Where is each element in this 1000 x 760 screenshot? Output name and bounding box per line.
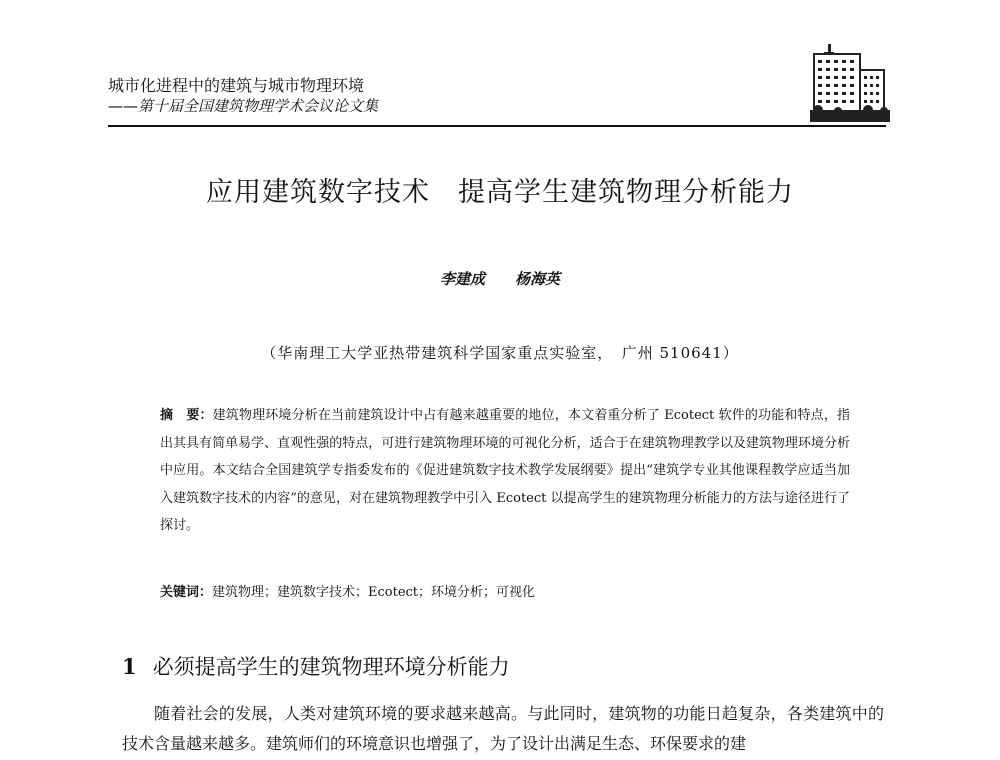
abstract — [160, 402, 850, 540]
running-head-title: 城市化进程中的建筑与城市物理环境 — [108, 76, 365, 95]
section-heading — [122, 651, 882, 681]
header-rule — [108, 125, 886, 127]
section-title: 必须提高学生的建筑物理环境分析能力 — [152, 655, 510, 679]
building-logo-icon — [808, 40, 892, 124]
section-number: 1 — [122, 654, 137, 679]
paper-authors: 李建成 杨海英 — [439, 270, 560, 288]
running-head — [108, 76, 768, 116]
paper-affiliation: （华南理工大学亚热带建筑科学国家重点实验室， 广州 510641） — [261, 344, 739, 362]
keywords-text: 建筑物理；建筑数字技术；Ecotect；环境分析；可视化 — [212, 585, 536, 600]
keywords-label: 关键词： — [160, 585, 213, 600]
paper-title: 应用建筑数字技术 提高学生建筑物理分析能力 — [206, 177, 794, 208]
keywords — [160, 581, 850, 600]
running-head-subtitle: ——第十届全国建筑物理学术会议论文集 — [108, 97, 379, 115]
abstract-label: 摘 要： — [160, 408, 213, 423]
section-body-paragraph: 随着社会的发展，人类对建筑环境的要求越来越高。与此同时，建筑物的功能日趋复杂，各类建筑中的技术含量越来越多。建筑师们的环境意识也增强了，为了设计出满足生态、环保要求的建 — [122, 704, 884, 753]
abstract-text: 建筑物理环境分析在当前建筑设计中占有越来越重要的地位，本文着重分析了 Ecotect 软件的功能和特点，指出其具有简单易学、直观性强的特点，可进行建筑物理环境的可视化分析，适合于在建筑物理教学以及建筑物理环境分析中应用。本文结合全国建筑学专指委发布的《促进建筑数字技术教学发展纲要》提出“建筑学专业其他课程教学应适当加入建筑数字技术的内容”的意见，对在建筑物理教学中引入 Ecotect 以提高学生的建筑物理分析能力的方法与途径进行了探讨。 — [160, 408, 850, 533]
